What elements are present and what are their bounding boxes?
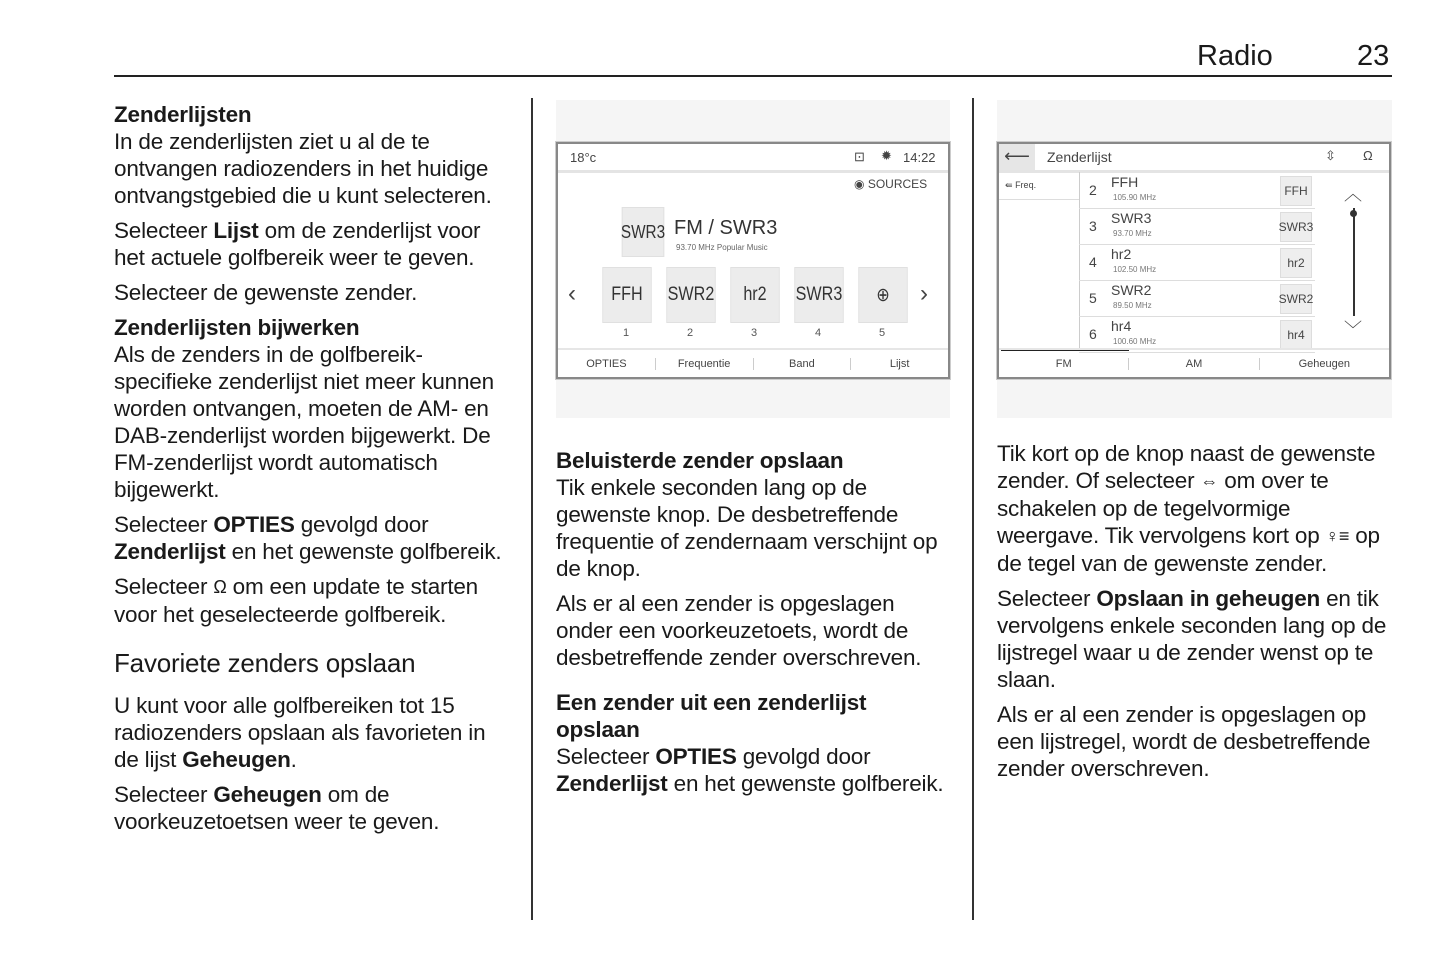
header-rule [114,75,1392,77]
station-list-figure [997,100,1392,418]
station-name: hr4 [1111,318,1132,334]
text-run: op de tegel van de gewenste zender. [997,523,1380,576]
bottom-menu [558,348,948,377]
save-station-button[interactable]: hr2 [1280,248,1312,278]
paragraph [114,279,514,306]
paragraph [556,743,948,797]
column-divider [972,98,974,920]
text-run: en het gewenste golfbereik. [225,539,502,564]
radio-main-screen [556,142,950,379]
text-run: Selecteer [114,782,214,807]
status-bar [558,144,948,173]
text-run: In de zenderlijsten ziet u al de te ontvangen radiozenders in het huidige ontvangstgebied die u kunt selecteren. [114,129,492,208]
station-frequency: 100.60 MHz [1113,337,1157,346]
scrollbar[interactable] [1353,208,1355,316]
station-name: FFH [1111,174,1139,190]
column-3 [997,440,1393,790]
title-bar [999,144,1389,173]
bold-term: Zenderlijst [114,539,226,564]
column-divider [531,98,533,920]
text-run: gevolgd door [736,744,871,769]
text-run: en het gewenste golfbereik. [667,771,944,796]
bold-term: OPTIES [213,512,295,537]
paragraph [556,474,948,582]
station-number: 4 [1089,254,1097,270]
station-row[interactable] [1079,245,1315,281]
text-run: Een zender uit een zenderlijst opslaan [556,690,867,742]
paragraph [997,701,1393,782]
heading [114,648,514,678]
paragraph [114,128,514,209]
station-frequency: 89.50 MHz [1113,301,1152,310]
fm-tab[interactable]: FM [999,358,1129,370]
radio-screen-figure [556,100,950,418]
sources-icon: ◉ [854,177,865,191]
station-number: 2 [1089,182,1097,198]
text-run: U kunt voor alle golfbereiken tot 15 radiozenders opslaan als favorieten in de lijst [114,693,486,772]
scroll-down-icon[interactable]: ﹀ [1344,320,1362,340]
preset-number: 5 [879,327,886,339]
band-button[interactable]: Band [754,358,852,370]
station-number: 3 [1089,218,1097,234]
preset-number: 3 [751,327,758,339]
section-title: Radio [1197,40,1273,72]
text-run: Zenderlijsten [114,102,252,127]
preset-number: 2 [687,327,694,339]
sort-by-frequency[interactable] [999,172,1079,200]
save-station-button[interactable]: hr4 [1280,320,1312,350]
preset-button[interactable]: SWR2 [666,267,715,323]
text-run: Zenderlijsten bijwerken [114,315,360,340]
paragraph [114,341,514,503]
current-station-logo: SWR3 [622,207,665,257]
sort-label: Freq. [1015,180,1037,190]
text-run: Selecteer [556,744,656,769]
back-arrow-icon[interactable]: ⟵ [999,144,1035,170]
sources-button[interactable] [854,177,927,191]
screen-title: Zenderlijst [1047,149,1112,165]
save-station-button[interactable]: SWR2 [1280,284,1312,314]
next-arrow-icon[interactable]: › [920,280,928,307]
paragraph [997,440,1393,577]
list-button[interactable]: Lijst [889,357,910,370]
paragraph [114,692,514,773]
page-number: 23 [1357,40,1390,72]
text-run: Tik enkele seconden lang op de gewenste knop. De desbetreffende frequentie of zendernaam verschijnt op de knop. [556,475,938,581]
temperature: 18°c [570,150,597,165]
text-run: Tik kort op de knop naast de gewenste zender. Of selecteer [997,441,1376,493]
phone-projection-icon[interactable]: ⊡ [854,149,865,164]
paragraph [556,590,948,671]
text-run: om over te schakelen op de tegelvormige weergave. Tik vervolgens kort op [997,468,1329,548]
current-station-title: FM / SWR3 [674,217,778,239]
sort-panel [999,172,1080,350]
add-favourite-button[interactable]: ⊕ [858,267,907,323]
bold-term: Geheugen [213,782,322,807]
paragraph [114,781,514,835]
options-button[interactable]: OPTIES [558,358,656,370]
heading [556,689,948,743]
sources-label: SOURCES [867,177,928,191]
settings-icon[interactable]: ✹ [881,148,892,163]
text-run: Favoriete zenders opslaan [114,648,416,678]
text-run: . [290,747,297,772]
text-run: Als er al een zender is opgeslagen op een lijstregel, wordt de desbetreffende zender overschreven. [997,702,1371,781]
bold-term: Opslaan in geheugen [1096,586,1321,611]
text-run: Als de zenders in de golfbereik-specifieke zenderlijst niet meer kunnen worden ontvangen, moeten de AM- en DAB-zenderlijst worden bijgewerkt. De FM-zenderlijst wordt automatisch bijgewerkt. [114,342,494,502]
heading [556,447,948,474]
preset-button[interactable]: FFH [602,267,651,323]
paragraph [114,511,514,565]
refresh-icon: Ω [213,577,227,597]
save-station-button[interactable]: FFH [1280,176,1312,206]
text-run: Selecteer [114,512,214,537]
station-row[interactable] [1079,173,1315,209]
station-name: SWR2 [1111,282,1152,298]
text-run: gevolgd door [294,512,429,537]
paragraph [997,585,1393,693]
text-run: Selecteer de gewenste zender. [114,280,418,305]
refresh-icon[interactable]: Ω [1363,148,1373,163]
bold-term: OPTIES [655,744,737,769]
previous-arrow-icon[interactable]: ‹ [568,280,576,307]
bold-term: Zenderlijst [556,771,668,796]
text-run: Selecteer [114,218,214,243]
scroll-up-icon[interactable]: ︿ [1344,184,1362,204]
heading [114,314,514,341]
tile-view-icon: ⇔ [1200,471,1219,491]
text-run: Beluisterde zender opslaan [556,448,844,473]
text-run: Selecteer [997,586,1097,611]
save-station-button[interactable]: SWR3 [1280,212,1312,242]
station-name: SWR3 [1111,210,1152,226]
favourite-list-icon: ♀≡ [1325,526,1350,546]
am-tab[interactable]: AM [1129,358,1259,370]
memory-tab[interactable]: Geheugen [1298,357,1351,370]
station-name: hr2 [1111,246,1132,262]
sort-icon: ⇚ [1005,180,1013,190]
station-frequency: 93.70 MHz [1113,229,1152,238]
station-frequency: 105.90 MHz [1113,193,1157,202]
text-run: Selecteer [114,574,214,599]
frequency-button[interactable]: Frequentie [656,358,754,370]
column-2 [556,447,948,805]
scrollbar-thumb[interactable] [1350,210,1357,217]
station-row[interactable] [1079,281,1315,317]
preset-number: 4 [815,327,822,339]
bold-term: Geheugen [182,747,291,772]
paragraph [114,217,514,271]
text-run: en tik vervolgens enkele seconden lang op de lijstregel waar u de zender wenst op te slaan. [997,586,1387,692]
column-1 [114,101,514,843]
preset-button[interactable]: hr2 [730,267,779,323]
station-frequency: 102.50 MHz [1113,265,1157,274]
text-run: Als er al een zender is opgeslagen onder een voorkeuzetoets, wordt de desbetreffende zender overschreven. [556,591,922,670]
text-run: om een update te starten voor het geselecteerde golfbereik. [114,574,478,627]
text-run: om de zenderlijst voor het actuele golfbereik weer te geven. [114,218,481,270]
bold-term: Lijst [213,218,259,243]
station-number: 5 [1089,290,1097,306]
station-row[interactable] [1079,209,1315,245]
clock: 14:22 [903,150,936,165]
preset-button[interactable]: SWR3 [794,267,843,323]
band-menu [999,348,1389,377]
heading [114,101,514,128]
text-run: om de voorkeuzetoetsen weer te geven. [114,782,440,834]
preset-number: 1 [623,327,630,339]
station-list-screen [997,142,1391,379]
paragraph [114,573,514,628]
tile-view-icon[interactable]: ⇳ [1325,148,1336,163]
current-station-info: 93.70 MHz Popular Music [676,243,768,252]
station-number: 6 [1089,326,1097,342]
